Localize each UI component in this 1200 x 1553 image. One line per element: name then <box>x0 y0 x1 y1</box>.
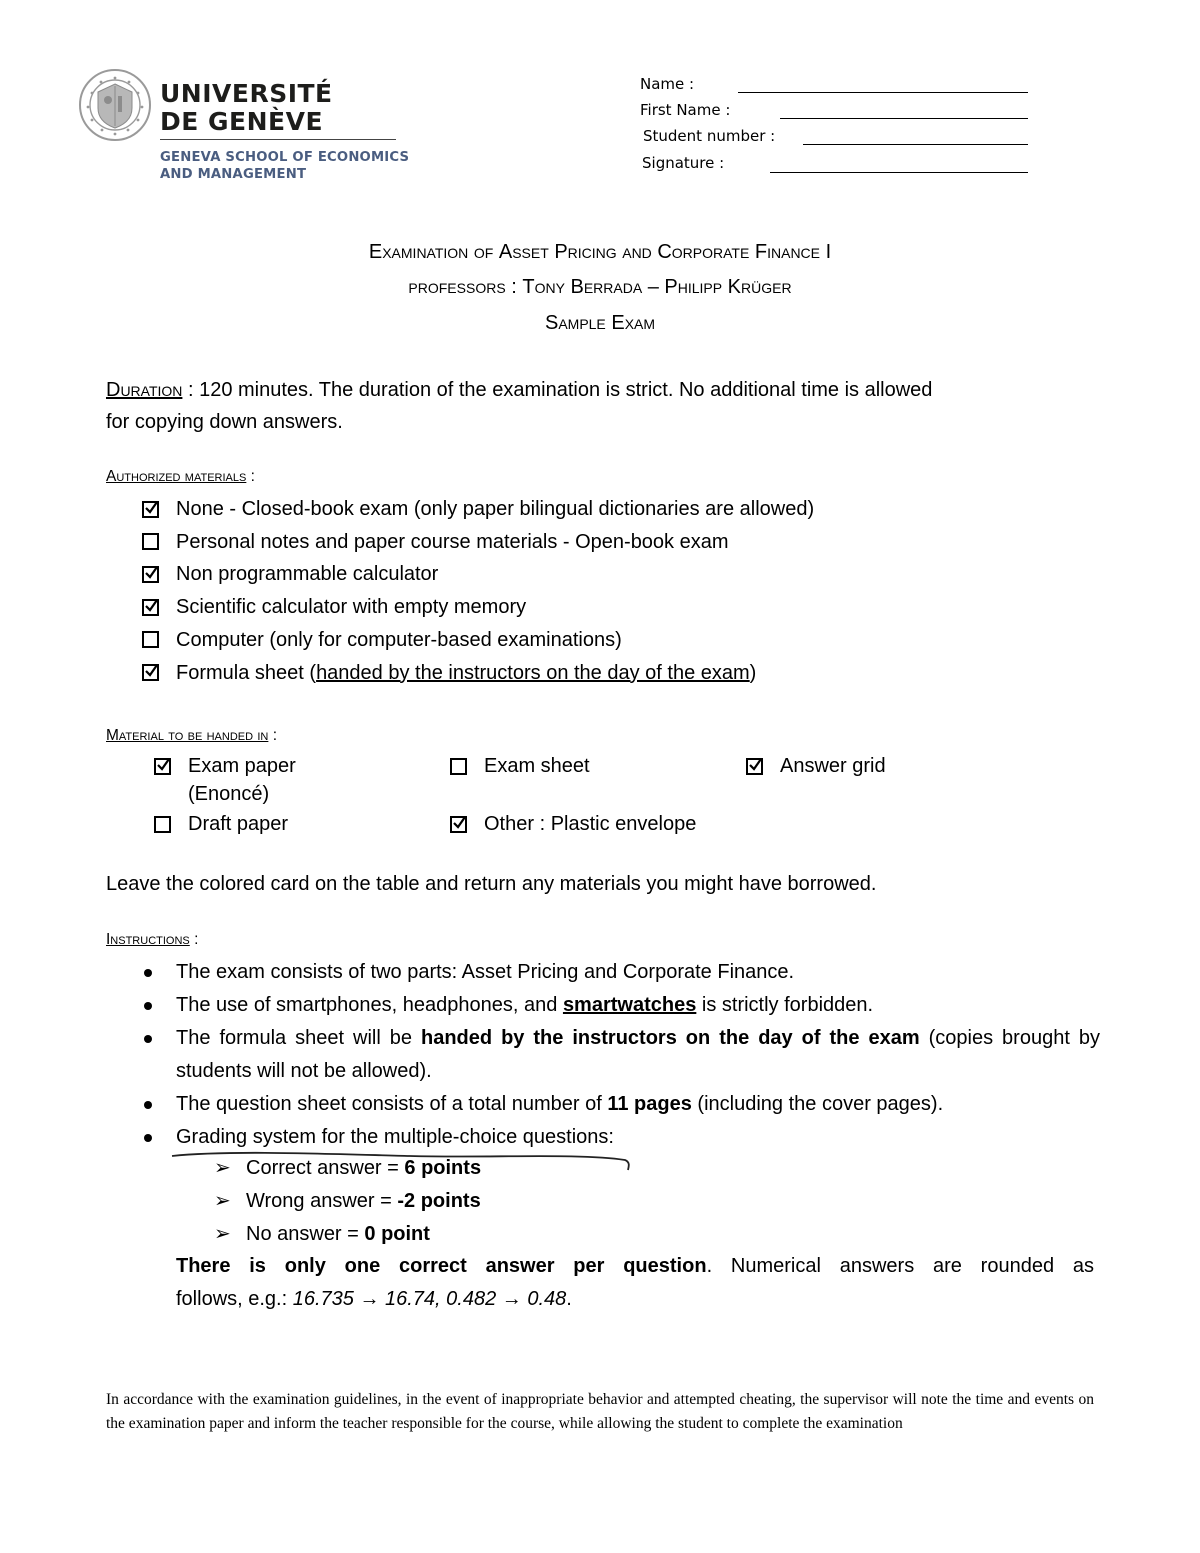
instruction-item: The exam consists of two parts: Asset Pricing and Corporate Finance. <box>140 956 1100 989</box>
student-number-label: Student number : <box>643 127 776 145</box>
arrow-bullet-icon: ➢ <box>214 1223 231 1245</box>
first-name-field[interactable] <box>780 118 1028 119</box>
school-name-line2: AND MANAGEMENT <box>160 167 307 182</box>
checkbox-checked-icon[interactable] <box>142 501 159 518</box>
authorized-item: Non programmable calculator <box>142 561 438 587</box>
pen-stroke-annotation <box>170 1148 635 1174</box>
checkbox-checked-icon[interactable] <box>746 758 763 775</box>
instructions-list <box>140 956 1106 1154</box>
authorized-item: Computer (only for computer-based examinations) <box>142 627 622 653</box>
leave-card-note: Leave the colored card on the table and return any materials you might have borrowed. <box>106 873 877 895</box>
rounding-note: There is only one correct answer per question. Numerical answers are rounded as follows, e.g.: 16.735 → 16.74, 0.482 → 0.48. <box>176 1255 1095 1310</box>
student-number-field[interactable] <box>803 144 1028 145</box>
duration-label: Duration <box>106 379 183 401</box>
authorized-materials-heading: Authorized materials : <box>106 468 255 485</box>
first-name-label: First Name : <box>640 101 731 119</box>
exam-title: Examination of Asset Pricing and Corporate Finance I <box>368 241 832 263</box>
checkbox-checked-icon[interactable] <box>142 599 159 616</box>
signature-label: Signature : <box>642 154 725 172</box>
duration-paragraph: Duration : 120 minutes. The duration of the examination is strict. No additional time is allowed for copying down answers. <box>106 379 933 433</box>
authorized-item: Personal notes and paper course materials - Open-book exam <box>142 529 729 555</box>
checkbox-checked-icon[interactable] <box>450 816 467 833</box>
checkbox-empty-icon[interactable] <box>142 631 159 648</box>
instructions-heading: Instructions : <box>106 931 199 948</box>
hand-in-draft-paper: Draft paper <box>154 810 288 838</box>
sample-exam-label: Sample Exam <box>544 312 656 334</box>
grading-correct: ➢ Correct answer = 6 points <box>214 1152 481 1184</box>
university-name-line2: DE GENÈVE <box>160 107 324 136</box>
instruction-item: The use of smartphones, headphones, and smartwatches is strictly forbidden. <box>140 989 1100 1022</box>
checkbox-checked-icon[interactable] <box>154 758 171 775</box>
cheating-policy-footer: In accordance with the examination guidelines, in the event of inappropriate behavior and attempted cheating, the supervisor will note the time and events on the examination paper and inform the teacher responsible for the course, while allowing the student to complete the examination <box>106 1391 1094 1432</box>
name-field[interactable] <box>738 92 1028 93</box>
school-name-line1: GENEVA SCHOOL OF ECONOMICS <box>160 150 410 165</box>
instruction-item: The formula sheet will be handed by the instructors on the day of the exam (copies brought by students will not be allowed). <box>140 1022 1100 1088</box>
hand-in-exam-sheet: Exam sheet <box>450 752 590 780</box>
arrow-bullet-icon: ➢ <box>214 1190 231 1212</box>
checkbox-empty-icon[interactable] <box>450 758 467 775</box>
signature-field[interactable] <box>770 172 1028 173</box>
checkbox-empty-icon[interactable] <box>142 533 159 550</box>
arrow-bullet-icon: ➢ <box>214 1157 231 1179</box>
hand-in-other: Other : Plastic envelope <box>450 810 696 838</box>
checkbox-checked-icon[interactable] <box>142 664 159 681</box>
authorized-item: Formula sheet ( handed by the instructors on the day of the exam ) <box>142 660 756 686</box>
grading-wrong: ➢ Wrong answer = -2 points <box>214 1185 481 1217</box>
university-name-line1: UNIVERSITÉ <box>160 79 333 108</box>
checkbox-empty-icon[interactable] <box>154 816 171 833</box>
hand-in-heading: Material to be handed in : <box>106 727 277 744</box>
checkbox-checked-icon[interactable] <box>142 566 159 583</box>
hand-in-answer-grid: Answer grid <box>746 752 886 780</box>
grading-none: ➢ No answer = 0 point <box>214 1218 430 1250</box>
instruction-item: The question sheet consists of a total number of 11 pages (including the cover pages). <box>140 1088 1100 1121</box>
name-label: Name : <box>640 75 695 93</box>
instruction-item: Grading system for the multiple-choice questions: <box>140 1121 1100 1154</box>
authorized-item: None - Closed-book exam (only paper bilingual dictionaries are allowed) <box>142 496 814 522</box>
logo-divider <box>160 139 396 140</box>
authorized-item: Scientific calculator with empty memory <box>142 594 526 620</box>
university-seal-logo <box>78 68 152 142</box>
professors-line: professors : Tony Berrada – Philipp Krüger <box>408 276 792 298</box>
hand-in-exam-paper: Exam paper (Enoncé) <box>154 752 296 808</box>
